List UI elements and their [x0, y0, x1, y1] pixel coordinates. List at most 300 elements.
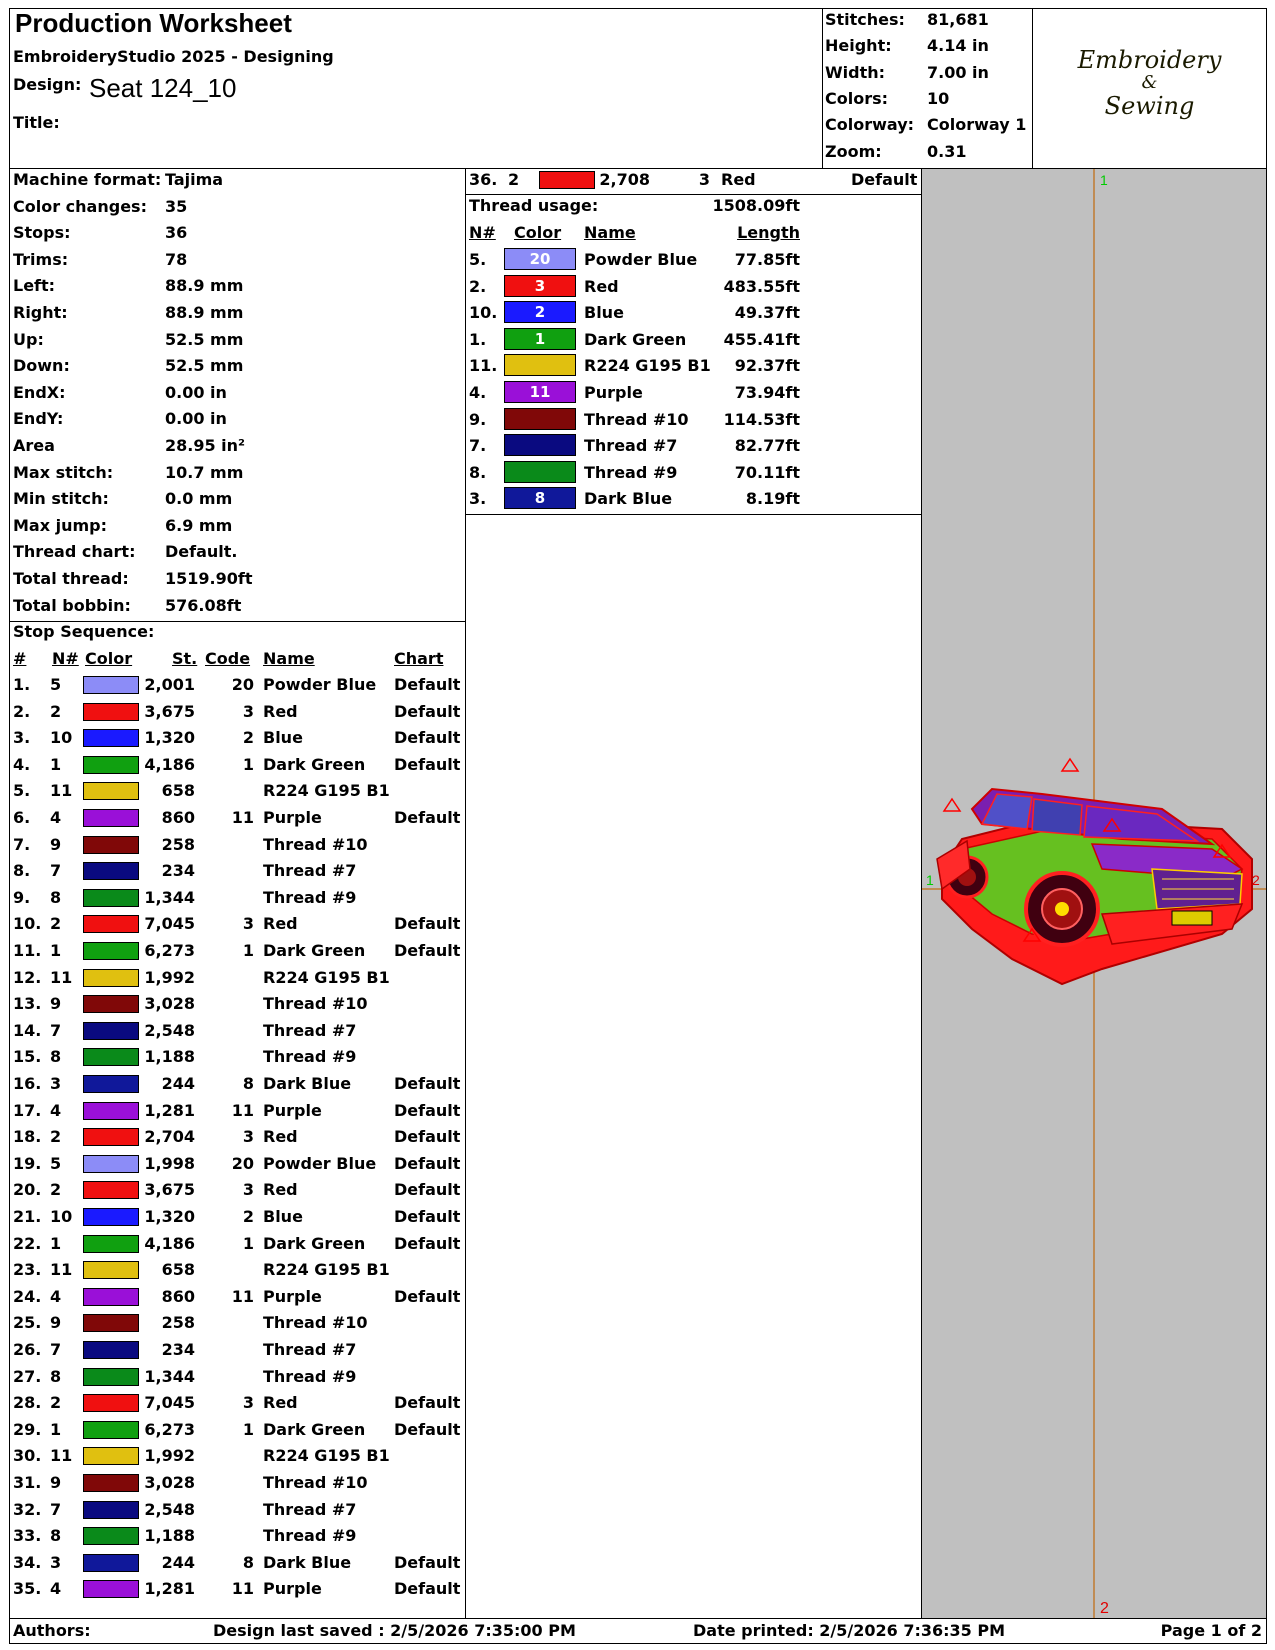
stop-needle: 2	[50, 701, 62, 721]
stop-needle: 4	[50, 1286, 62, 1306]
machine-value: 28.95 in²	[165, 436, 246, 455]
tu-col-n: N#	[469, 223, 496, 242]
col-chart: Chart	[394, 649, 444, 668]
machine-label: EndX:	[13, 382, 66, 402]
machine-value: Default.	[165, 542, 238, 562]
machine-label: Total thread:	[13, 569, 129, 588]
stop-num: 36.	[469, 170, 498, 189]
stop-code: 20	[231, 675, 254, 694]
stop-name: R224 G195 B1	[263, 1446, 390, 1466]
color-swatch	[83, 969, 139, 987]
logo	[1032, 45, 1267, 121]
color-swatch	[83, 1527, 139, 1545]
col-st: St.	[172, 649, 198, 668]
stop-needle: 11	[50, 781, 73, 801]
usage-needle: 5.	[469, 250, 487, 269]
stop-needle: 7	[50, 1020, 62, 1040]
stop-stitches: 4,186	[144, 754, 195, 774]
stop-stitches: 3,028	[144, 994, 195, 1014]
stop-chart: Default	[394, 1552, 461, 1572]
usage-length: 70.11ft	[734, 462, 800, 482]
stop-needle: 4	[50, 1100, 62, 1120]
usage-name: Thread #9	[584, 462, 678, 482]
stop-num: 30.	[13, 1446, 42, 1466]
stop-needle: 8	[50, 1047, 62, 1067]
stop-name: Red	[263, 1180, 298, 1200]
stop-code: 8	[242, 1074, 254, 1093]
stop-chart: Default	[851, 170, 918, 189]
usage-needle: 10.	[469, 303, 498, 323]
design-preview	[922, 169, 1266, 1618]
stop-stitches: 2,548	[144, 1499, 195, 1519]
color-swatch	[539, 171, 595, 189]
stop-needle: 1	[50, 754, 62, 774]
summary-value: 4.14 in	[927, 36, 989, 56]
machine-label: Thread chart:	[13, 542, 136, 562]
stop-stitches: 234	[161, 861, 195, 881]
usage-needle: 2.	[469, 276, 487, 296]
color-swatch	[83, 1394, 139, 1412]
stop-num: 18.	[13, 1127, 42, 1147]
summary-value: Colorway 1	[927, 115, 1027, 135]
usage-needle: 1.	[469, 329, 487, 349]
footer-authors: Authors:	[13, 1621, 91, 1640]
machine-label: Min stitch:	[13, 489, 109, 509]
color-swatch	[83, 1022, 139, 1040]
title-label: Title:	[13, 113, 60, 132]
thread-usage-title: Thread usage:	[469, 196, 599, 215]
stop-num: 26.	[13, 1340, 42, 1359]
stop-code: 8	[242, 1552, 254, 1572]
usage-name: R224 G195 B1	[584, 356, 711, 376]
stop-needle: 3	[50, 1074, 62, 1093]
usage-color-swatch	[504, 461, 576, 483]
stop-num: 3.	[13, 728, 31, 748]
stop-name: Thread #9	[263, 1526, 357, 1546]
usage-color-swatch: 2	[504, 301, 576, 323]
stop-code: 3	[242, 1127, 254, 1147]
usage-name: Thread #10	[584, 409, 689, 429]
summary-value: 0.31	[927, 141, 967, 161]
stop-sequence-title: Stop Sequence:	[13, 622, 155, 641]
usage-length: 49.37ft	[734, 303, 800, 323]
stop-stitches: 1,998	[144, 1153, 195, 1173]
color-swatch	[83, 756, 139, 774]
stop-name: Thread #10	[263, 994, 368, 1014]
stop-chart: Default	[394, 1579, 461, 1599]
stop-num: 35.	[13, 1579, 42, 1599]
machine-value: Tajima	[165, 170, 224, 189]
stop-needle: 9	[50, 1473, 62, 1492]
stop-stitches: 3,675	[144, 701, 195, 721]
stop-num: 24.	[13, 1286, 42, 1306]
stop-num: 1.	[13, 675, 31, 694]
stop-num: 27.	[13, 1366, 42, 1386]
summary-label: Stitches:	[825, 10, 905, 29]
stop-chart: Default	[394, 1207, 461, 1226]
machine-label: Area	[13, 436, 55, 455]
usage-color-swatch	[504, 434, 576, 456]
machine-value: 52.5 mm	[165, 329, 244, 349]
summary-label: Zoom:	[825, 141, 882, 161]
stop-needle: 4	[50, 1579, 62, 1599]
stop-name: Powder Blue	[263, 675, 377, 694]
summary-value: 81,681	[927, 10, 989, 29]
logo-line-2: &	[1141, 72, 1158, 93]
machine-label: Max jump:	[13, 515, 108, 535]
stop-num: 15.	[13, 1047, 42, 1067]
logo-line-3: Sewing	[1104, 92, 1195, 120]
stop-chart: Default	[394, 914, 461, 934]
stop-name: Thread #9	[263, 1366, 357, 1386]
stop-num: 20.	[13, 1180, 42, 1200]
stop-code: 1	[242, 1419, 254, 1439]
stop-name: Thread #9	[263, 887, 357, 907]
usage-name: Blue	[584, 303, 624, 323]
stop-name: Purple	[263, 1579, 322, 1599]
stop-needle: 5	[50, 675, 62, 694]
summary-value: 10	[927, 88, 950, 108]
machine-value: 0.00 in	[165, 409, 227, 429]
marker-top: 1	[1100, 172, 1108, 188]
stop-chart: Default	[394, 1127, 461, 1147]
machine-label: EndY:	[13, 409, 64, 429]
stop-name: Powder Blue	[263, 1153, 377, 1173]
stop-stitches: 860	[161, 1286, 195, 1306]
stop-chart: Default	[394, 1393, 461, 1413]
marker-right: 2	[1252, 872, 1260, 888]
color-swatch	[83, 942, 139, 960]
tu-col-name: Name	[584, 223, 636, 242]
usage-length: 77.85ft	[734, 250, 800, 269]
stop-num: 2.	[13, 701, 31, 721]
col-name: Name	[263, 649, 315, 668]
usage-name: Dark Blue	[584, 489, 673, 509]
color-swatch	[83, 1341, 139, 1359]
usage-color-swatch	[504, 408, 576, 430]
usage-color-swatch	[504, 354, 576, 376]
stop-num: 17.	[13, 1100, 42, 1120]
stop-stitches: 6,273	[144, 1419, 195, 1439]
stop-chart: Default	[394, 675, 461, 694]
usage-length: 483.55ft	[723, 276, 800, 296]
stop-stitches: 1,992	[144, 967, 195, 987]
color-swatch	[83, 1048, 139, 1066]
stop-stitches: 7,045	[144, 914, 195, 934]
machine-label: Down:	[13, 356, 70, 376]
machine-label: Color changes:	[13, 196, 147, 216]
machine-label: Max stitch:	[13, 462, 114, 482]
stop-name: Red	[263, 1393, 298, 1413]
col-num: #	[13, 649, 27, 668]
tu-col-color: Color	[514, 223, 562, 242]
stop-num: 4.	[13, 754, 31, 774]
stop-stitches: 860	[161, 808, 195, 827]
machine-label: Trims:	[13, 249, 69, 269]
subtitle: EmbroideryStudio 2025 - Designing	[13, 47, 334, 66]
tu-col-length: Length	[737, 223, 800, 242]
stop-stitches: 234	[161, 1340, 195, 1359]
stop-needle: 1	[50, 1233, 62, 1253]
stop-code: 3	[242, 914, 254, 934]
stop-num: 34.	[13, 1552, 42, 1572]
machine-value: 36	[165, 223, 188, 243]
usage-color-swatch: 8	[504, 487, 576, 509]
stop-stitches: 6,273	[144, 941, 195, 960]
color-swatch	[83, 1288, 139, 1306]
machine-value: 35	[165, 196, 188, 216]
stop-num: 25.	[13, 1313, 42, 1333]
stop-name: Thread #10	[263, 1313, 368, 1333]
color-swatch	[83, 1075, 139, 1093]
stop-name: Purple	[263, 808, 322, 827]
stop-name: Dark Green	[263, 1419, 366, 1439]
stop-name: Red	[721, 170, 756, 189]
machine-value: 88.9 mm	[165, 276, 244, 296]
stop-stitches: 1,281	[144, 1579, 195, 1599]
stop-stitches: 2,001	[144, 675, 195, 694]
stop-name: Thread #10	[263, 1473, 368, 1492]
stop-code: 1	[242, 1233, 254, 1253]
usage-name: Red	[584, 276, 619, 296]
stop-code: 1	[242, 941, 254, 960]
stop-needle: 8	[50, 887, 62, 907]
usage-length: 114.53ft	[723, 409, 800, 429]
stop-needle: 3	[50, 1552, 62, 1572]
usage-color-swatch: 20	[504, 248, 576, 270]
stop-num: 16.	[13, 1074, 42, 1093]
stop-stitches: 3,028	[144, 1473, 195, 1492]
stop-name: Thread #7	[263, 1020, 357, 1040]
col-color: Color	[85, 649, 133, 668]
usage-color-swatch: 3	[504, 275, 576, 297]
stop-stitches: 1,320	[144, 1207, 195, 1226]
stop-needle: 9	[50, 834, 62, 854]
stop-stitches: 658	[161, 1260, 195, 1280]
stop-stitches: 244	[161, 1074, 195, 1093]
stop-name: Blue	[263, 728, 303, 748]
machine-value: 6.9 mm	[165, 515, 233, 535]
machine-value: 1519.90ft	[165, 569, 253, 588]
color-swatch	[83, 782, 139, 800]
usage-needle: 11.	[469, 356, 498, 376]
stop-name: Thread #7	[263, 1340, 357, 1359]
stop-num: 29.	[13, 1419, 42, 1439]
color-swatch	[83, 1155, 139, 1173]
stop-name: R224 G195 B1	[263, 1260, 390, 1280]
machine-label: Right:	[13, 303, 68, 322]
color-swatch	[83, 1501, 139, 1519]
stop-needle: 1	[50, 941, 62, 960]
stop-code: 20	[231, 1153, 254, 1173]
stop-stitches: 658	[161, 781, 195, 801]
stop-needle: 11	[50, 967, 73, 987]
machine-value: 10.7 mm	[165, 462, 244, 482]
stop-code: 11	[231, 1579, 254, 1599]
stop-stitches: 244	[161, 1552, 195, 1572]
footer-saved: Design last saved : 2/5/2026 7:35:00 PM	[213, 1621, 576, 1640]
usage-name: Powder Blue	[584, 250, 698, 269]
stop-num: 8.	[13, 861, 31, 881]
stop-needle: 8	[50, 1526, 62, 1546]
stop-chart: Default	[394, 754, 461, 774]
usage-name: Purple	[584, 383, 643, 402]
stop-stitches: 1,320	[144, 728, 195, 748]
usage-name: Thread #7	[584, 436, 678, 456]
machine-value: 0.00 in	[165, 382, 227, 402]
usage-color-swatch: 11	[504, 381, 576, 403]
stop-stitches: 3,675	[144, 1180, 195, 1200]
stop-chart: Default	[394, 1286, 461, 1306]
stop-num: 23.	[13, 1260, 42, 1280]
stop-code: 3	[698, 170, 710, 189]
machine-label: Machine format:	[13, 170, 162, 189]
usage-needle: 4.	[469, 383, 487, 402]
stop-name: Dark Green	[263, 754, 366, 774]
stop-needle: 9	[50, 1313, 62, 1333]
usage-length: 8.19ft	[745, 489, 800, 509]
stop-needle: 7	[50, 1340, 62, 1359]
stop-num: 32.	[13, 1499, 42, 1519]
stop-stitches: 1,188	[144, 1047, 195, 1067]
stop-num: 6.	[13, 808, 31, 827]
usage-length: 92.37ft	[734, 356, 800, 376]
usage-needle: 8.	[469, 462, 487, 482]
stop-num: 7.	[13, 834, 31, 854]
stop-stitches: 2,704	[144, 1127, 195, 1147]
stop-num: 12.	[13, 967, 42, 987]
stop-needle: 1	[50, 1419, 62, 1439]
stop-name: Thread #7	[263, 1499, 357, 1519]
stop-stitches: 2,548	[144, 1020, 195, 1040]
stop-num: 21.	[13, 1207, 42, 1226]
machine-value: 52.5 mm	[165, 356, 244, 376]
stop-name: Blue	[263, 1207, 303, 1226]
stop-stitches: 258	[161, 834, 195, 854]
stop-name: R224 G195 B1	[263, 781, 390, 801]
stop-stitches: 7,045	[144, 1393, 195, 1413]
color-swatch	[83, 1421, 139, 1439]
stop-code: 11	[231, 1286, 254, 1306]
stop-num: 9.	[13, 887, 31, 907]
color-swatch	[83, 1235, 139, 1253]
stop-num: 33.	[13, 1526, 42, 1546]
stop-chart: Default	[394, 1419, 461, 1439]
stop-stitches: 4,186	[144, 1233, 195, 1253]
stop-stitches: 258	[161, 1313, 195, 1333]
stop-needle: 10	[50, 728, 73, 748]
usage-needle: 3.	[469, 489, 487, 509]
stop-stitches: 2,708	[599, 170, 650, 189]
color-swatch	[83, 995, 139, 1013]
col-code: Code	[205, 649, 251, 668]
stop-name: Purple	[263, 1286, 322, 1306]
stop-chart: Default	[394, 1153, 461, 1173]
stop-code: 2	[242, 1207, 254, 1226]
stop-stitches: 1,188	[144, 1526, 195, 1546]
usage-length: 82.77ft	[734, 436, 800, 456]
stop-needle: 4	[50, 808, 62, 827]
color-swatch	[83, 676, 139, 694]
stop-code: 3	[242, 1180, 254, 1200]
stop-name: Purple	[263, 1100, 322, 1120]
machine-value: 78	[165, 249, 188, 269]
stop-code: 1	[242, 754, 254, 774]
stop-needle: 2	[508, 170, 520, 189]
color-swatch	[83, 1128, 139, 1146]
stop-num: 28.	[13, 1393, 42, 1413]
color-swatch	[83, 1554, 139, 1572]
usage-needle: 7.	[469, 436, 487, 456]
footer-box	[9, 1618, 1267, 1644]
stop-needle: 2	[50, 914, 62, 934]
color-swatch	[83, 1474, 139, 1492]
stop-needle: 7	[50, 861, 62, 881]
machine-label: Up:	[13, 329, 44, 349]
summary-label: Colorway:	[825, 115, 915, 135]
color-swatch	[83, 836, 139, 854]
design-value: Seat 124_10	[89, 73, 237, 103]
summary-label: Colors:	[825, 88, 889, 108]
stop-chart: Default	[394, 808, 461, 827]
stop-name: Red	[263, 701, 298, 721]
stop-num: 11.	[13, 941, 42, 960]
color-swatch	[83, 703, 139, 721]
stop-num: 14.	[13, 1020, 42, 1040]
stop-chart: Default	[394, 701, 461, 721]
logo-line-1: Embroidery	[1077, 46, 1222, 74]
color-swatch	[83, 889, 139, 907]
stop-chart: Default	[394, 941, 461, 960]
color-swatch	[83, 1580, 139, 1598]
stop-num: 31.	[13, 1473, 42, 1492]
stop-needle: 11	[50, 1260, 73, 1280]
stop-name: R224 G195 B1	[263, 967, 390, 987]
color-swatch	[83, 1102, 139, 1120]
stop-name: Thread #7	[263, 861, 357, 881]
color-swatch	[83, 915, 139, 933]
usage-needle: 9.	[469, 409, 487, 429]
marker-bottom: 2	[1100, 1600, 1109, 1617]
stop-num: 22.	[13, 1233, 42, 1253]
stop-stitches: 1,281	[144, 1100, 195, 1120]
stop-code: 11	[231, 1100, 254, 1120]
stop-needle: 9	[50, 994, 62, 1014]
stop-name: Dark Blue	[263, 1552, 352, 1572]
stop-name: Red	[263, 914, 298, 934]
stop-code: 3	[242, 701, 254, 721]
color-swatch	[83, 729, 139, 747]
stop-needle: 8	[50, 1366, 62, 1386]
stop-num: 10.	[13, 914, 42, 934]
usage-length: 455.41ft	[723, 329, 800, 349]
stop-name: Dark Green	[263, 1233, 366, 1253]
usage-name: Dark Green	[584, 329, 687, 349]
stop-stitches: 1,344	[144, 887, 195, 907]
stop-needle: 2	[50, 1127, 62, 1147]
stop-stitches: 1,992	[144, 1446, 195, 1466]
footer-page: Page 1 of 2	[1160, 1621, 1262, 1640]
col-n: N#	[52, 649, 79, 668]
stop-code: 2	[242, 728, 254, 748]
summary-label: Width:	[825, 62, 886, 82]
stop-needle: 2	[50, 1180, 62, 1200]
design-label: Design:	[13, 75, 82, 94]
stop-num: 5.	[13, 781, 31, 801]
stop-code: 11	[231, 808, 254, 827]
stop-needle: 5	[50, 1153, 62, 1173]
usage-color-swatch: 1	[504, 328, 576, 350]
